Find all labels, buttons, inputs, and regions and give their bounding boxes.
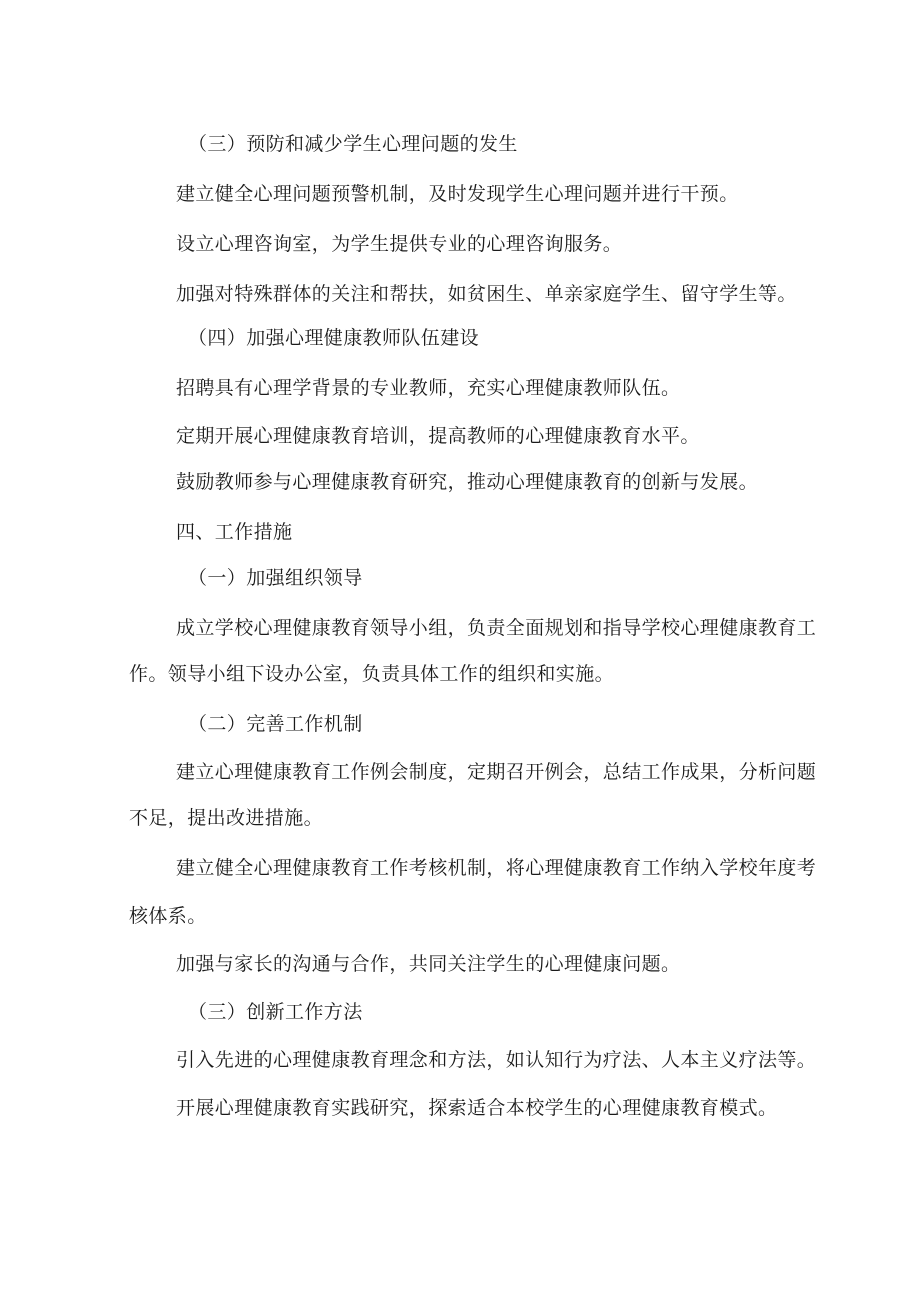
subsection-heading-methods: （三）创新工作方法 <box>188 1001 363 1023</box>
paragraph-line: 招聘具有心理学背景的专业教师，充实心理健康教师队伍。 <box>176 377 681 399</box>
paragraph-line: 引入先进的心理健康教育理念和方法，如认知行为疗法、人本主义疗法等。 <box>176 1049 817 1071</box>
subsection-heading-prevention: （三）预防和减少学生心理问题的发生 <box>188 133 518 155</box>
paragraph-line: 成立学校心理健康教育领导小组，负责全面规划和指导学校心理健康教育工 <box>176 617 817 639</box>
subsection-heading-teachers: （四）加强心理健康教师队伍建设 <box>188 327 480 349</box>
paragraph-line-continued: 核体系。 <box>129 905 207 927</box>
paragraph-line: 开展心理健康教育实践研究，探索适合本校学生的心理健康教育模式。 <box>176 1097 778 1119</box>
paragraph-line-continued: 作。领导小组下设办公室，负责具体工作的组织和实施。 <box>129 663 615 685</box>
paragraph-line-continued: 不足，提出改进措施。 <box>129 807 324 829</box>
paragraph-line: 鼓励教师参与心理健康教育研究，推动心理健康教育的创新与发展。 <box>176 471 759 493</box>
paragraph-line: 建立健全心理健康教育工作考核机制，将心理健康教育工作纳入学校年度考 <box>176 857 817 879</box>
subsection-heading-mechanism: （二）完善工作机制 <box>188 713 363 735</box>
paragraph-line: 加强对特殊群体的关注和帮扶，如贫困生、单亲家庭学生、留守学生等。 <box>176 283 797 305</box>
paragraph-line: 设立心理咨询室，为学生提供专业的心理咨询服务。 <box>176 233 623 255</box>
paragraph-line: 建立健全心理问题预警机制，及时发现学生心理问题并进行干预。 <box>176 183 739 205</box>
paragraph-line: 加强与家长的沟通与合作，共同关注学生的心理健康问题。 <box>176 953 681 975</box>
section-heading-measures: 四、工作措施 <box>176 521 293 543</box>
paragraph-line: 定期开展心理健康教育培训，提高教师的心理健康教育水平。 <box>176 425 700 447</box>
subsection-heading-leadership: （一）加强组织领导 <box>188 567 363 589</box>
paragraph-line: 建立心理健康教育工作例会制度，定期召开例会，总结工作成果，分析问题 <box>176 761 817 783</box>
